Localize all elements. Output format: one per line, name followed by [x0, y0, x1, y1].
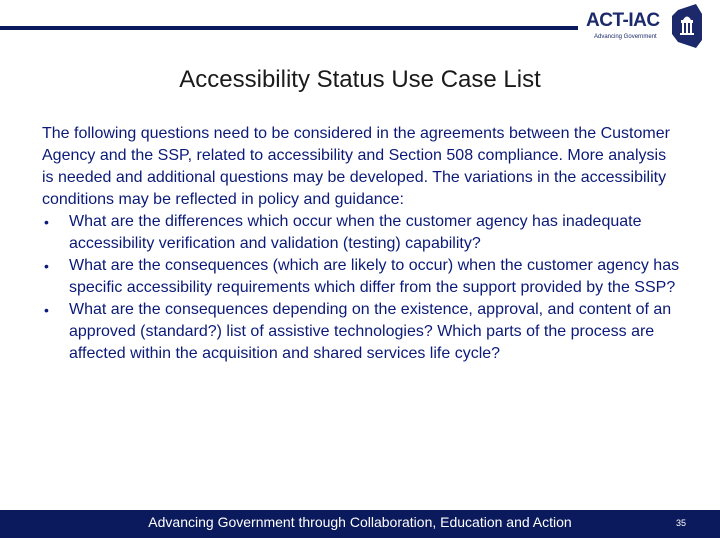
slide-body: [42, 123, 682, 365]
list-item-text: What are the differences which occur when the customer agency has inadequate accessibility verification and validation (testing) capability?: [69, 213, 642, 252]
capitol-building-icon: [672, 4, 702, 48]
intro-paragraph: The following questions need to be considered in the agreements between the Customer Agency and the SSP, related to accessibility and Section 508 compliance. More analysis is needed and additional questions may be developed. The variations in the accessibility conditions may be reflected in policy and guidance:: [42, 125, 670, 208]
footer-bar: [0, 510, 720, 538]
list-item: [42, 255, 682, 299]
list-item: [42, 211, 682, 255]
logo-text: ACT-IAC: [586, 10, 660, 31]
bullet-marker: •: [44, 214, 49, 230]
list-item-text: What are the consequences (which are likely to occur) when the customer agency has specific accessibility requirements which differ from the support provided by the SSP?: [69, 257, 680, 296]
logo-tagline: Advancing Government: [594, 34, 657, 40]
question-list: [42, 211, 682, 365]
act-iac-logo: [586, 4, 704, 48]
list-item-text: What are the consequences depending on the existence, approval, and content of an approved (standard?) list of assistive technologies? Which parts of the process are affected within the acquisition and shared services life cycle?: [69, 301, 672, 362]
slide-title: Accessibility Status Use Case List: [179, 66, 541, 93]
footer-text: Advancing Government through Collaboration, Education and Action: [148, 514, 572, 530]
page-number: 35: [676, 518, 687, 528]
header-rule: [0, 26, 578, 30]
bullet-marker: •: [44, 258, 49, 274]
bullet-marker: •: [44, 302, 49, 318]
list-item: [42, 299, 682, 365]
